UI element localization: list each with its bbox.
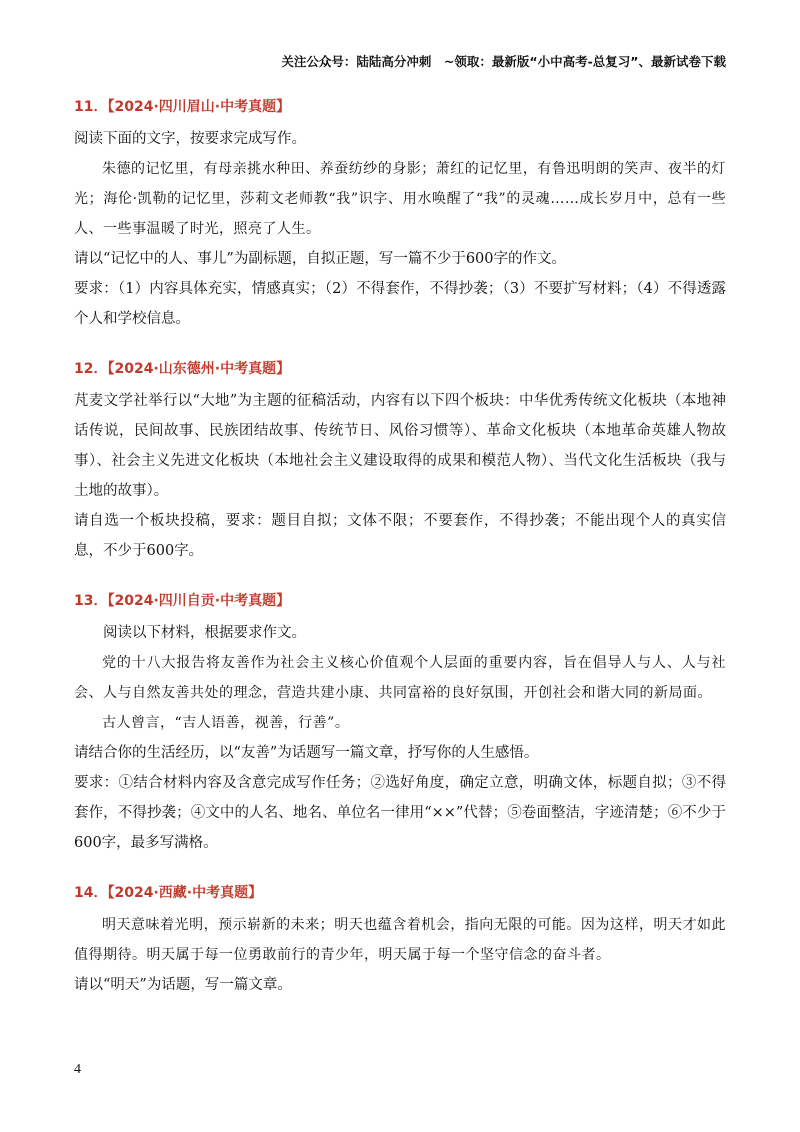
question-material: 朱德的记忆里，有母亲挑水种田、养蚕纺纱的身影；萧红的记忆里，有鲁迅明朗的笑声、夜半的灯光；海伦·凯勒的记忆里，莎莉文老师教“我”识字、用水唤醒了“我”的灵魂……成长岁月中，总有一些人、一些事温暖了时光，照亮了人生。 xyxy=(74,161,726,237)
question-title: 13．【2024·四川自贡·中考真题】 xyxy=(74,593,291,609)
question-material: 芃麦文学社举行以“大地”为主题的征稿活动，内容有以下四个板块：中华优秀传统文化板块（本地神话传说，民间故事、民族团结故事、传统节日、风俗习惯等）、革命文化板块（本地革命英雄人物故事）、社会主义先进文化板块（本地社会主义建设取得的成果和模范人物）、当代文化生活板块（我与土地的故事）。 xyxy=(74,393,726,499)
question-title: 14．【2024·西藏·中考真题】 xyxy=(74,885,263,901)
question-instruction: 阅读下面的文字，按要求完成写作。 xyxy=(74,131,306,147)
question-prompt: 请以“记忆中的人、事儿”为副标题，自拟正题，写一篇不少于600字的作文。 xyxy=(74,251,566,267)
question-title: 12．【2024·山东德州·中考真题】 xyxy=(74,361,291,377)
question-requirements: 请自选一个板块投稿，要求：题目自拟；文体不限；不要套作，不得抄袭；不能出现个人的真实信息，不少于600字。 xyxy=(74,513,726,559)
page-header: 关注公众号：陆陆高分冲刺 ~领取：最新版“小中高考-总复习”、最新试卷下载 xyxy=(281,54,726,69)
question-requirements: 要求：（1）内容具体充实，情感真实；（2）不得套作，不得抄袭；（3）不要扩写材料；（4）不得透露个人和学校信息。 xyxy=(74,281,726,327)
question-quote: 古人曾言，“吉人语善，视善，行善”。 xyxy=(102,715,350,731)
question-requirements: 要求：①结合材料内容及含意完成写作任务；②选好角度，确定立意，明确文体，标题自拟；③不得套作，不得抄袭；④文中的人名、地名、单位名一律用“××”代替；⑤卷面整洁，字迹清楚；⑥不少于600字，最多写满格。 xyxy=(74,775,726,851)
question-14 xyxy=(74,882,726,1000)
question-13 xyxy=(74,590,726,858)
question-material: 明天意味着光明，预示崭新的未来；明天也蕴含着机会，指向无限的可能。因为这样，明天才如此值得期待。明天属于每一位勇敢前行的青少年，明天属于每一个坚守信念的奋斗者。 xyxy=(74,917,726,963)
question-11 xyxy=(74,96,726,334)
question-instruction: 阅读以下材料，根据要求作文。 xyxy=(103,625,306,641)
question-12 xyxy=(74,358,726,566)
question-material: 党的十八大报告将友善作为社会主义核心价值观个人层面的重要内容，旨在倡导人与人、人与社会、人与自然友善共处的理念，营造共建小康、共同富裕的良好氛围，开创社会和谐大同的新局面。 xyxy=(74,655,726,701)
question-prompt: 请结合你的生活经历，以“友善”为话题写一篇文章，抒写你的人生感悟。 xyxy=(74,745,539,761)
question-prompt: 请以“明天”为话题，写一篇文章。 xyxy=(74,977,292,993)
page-number: 4 xyxy=(74,1062,81,1077)
document-content xyxy=(74,96,726,1024)
question-title: 11．【2024·四川眉山·中考真题】 xyxy=(74,99,291,115)
